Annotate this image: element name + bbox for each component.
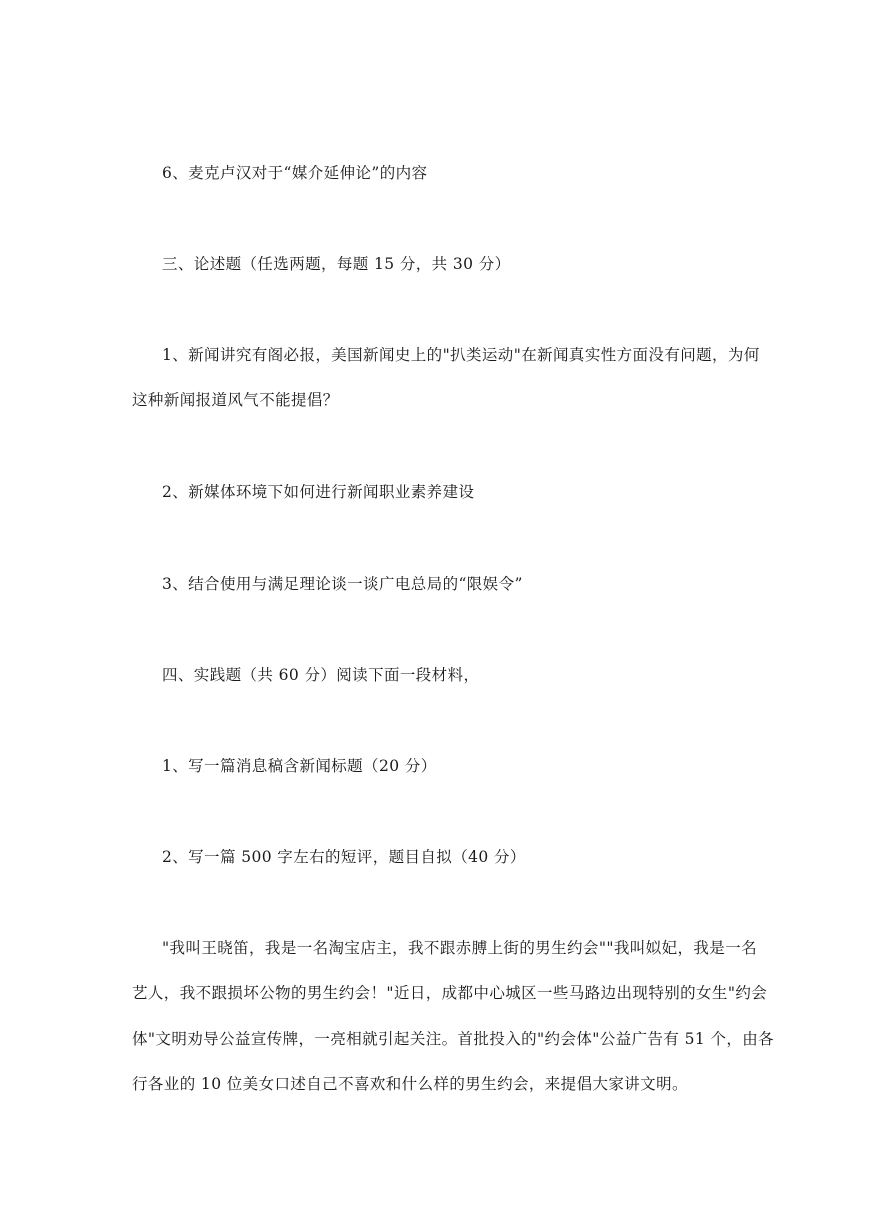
question-item-6: 6、麦克卢汉对于“媒介延伸论”的内容 xyxy=(162,164,428,182)
practice-question-2: 2、写一篇 500 字左右的短评，题目自拟（40 分） xyxy=(162,848,526,866)
practice-question-1: 1、写一篇消息稿含新闻标题（20 分） xyxy=(162,757,437,775)
material-paragraph-line-1: "我叫王晓笛，我是一名淘宝店主，我不跟赤膊上街的男生约会""我叫姒妃，我是一名 xyxy=(162,939,757,957)
essay-question-1-line-2: 这种新闻报道风气不能提倡？ xyxy=(132,391,339,409)
essay-question-3: 3、结合使用与满足理论谈一谈广电总局的“限娱令” xyxy=(162,575,523,593)
section-4-heading: 四、实践题（共 60 分）阅读下面一段材料， xyxy=(162,666,480,684)
material-paragraph-line-2: 艺人，我不跟损坏公物的男生约会！"近日，成都中心城区一些马路边出现特别的女生"约会 xyxy=(132,984,768,1002)
essay-question-1-line-1: 1、新闻讲究有阁必报，美国新闻史上的"扒类运动"在新闻真实性方面没有问题，为何 xyxy=(162,346,760,364)
section-3-heading: 三、论述题（任选两题，每题 15 分，共 30 分） xyxy=(162,255,511,273)
material-paragraph-line-3: 体"文明劝导公益宣传牌，一亮相就引起关注。首批投入的"约会体"公益广告有 51 个，由各 xyxy=(132,1030,775,1048)
material-paragraph-line-4: 行各业的 10 位美女口述自己不喜欢和什么样的男生约会，来提倡大家讲文明。 xyxy=(132,1075,688,1093)
essay-question-2: 2、新媒体环境下如何进行新闻职业素养建设 xyxy=(162,483,475,501)
